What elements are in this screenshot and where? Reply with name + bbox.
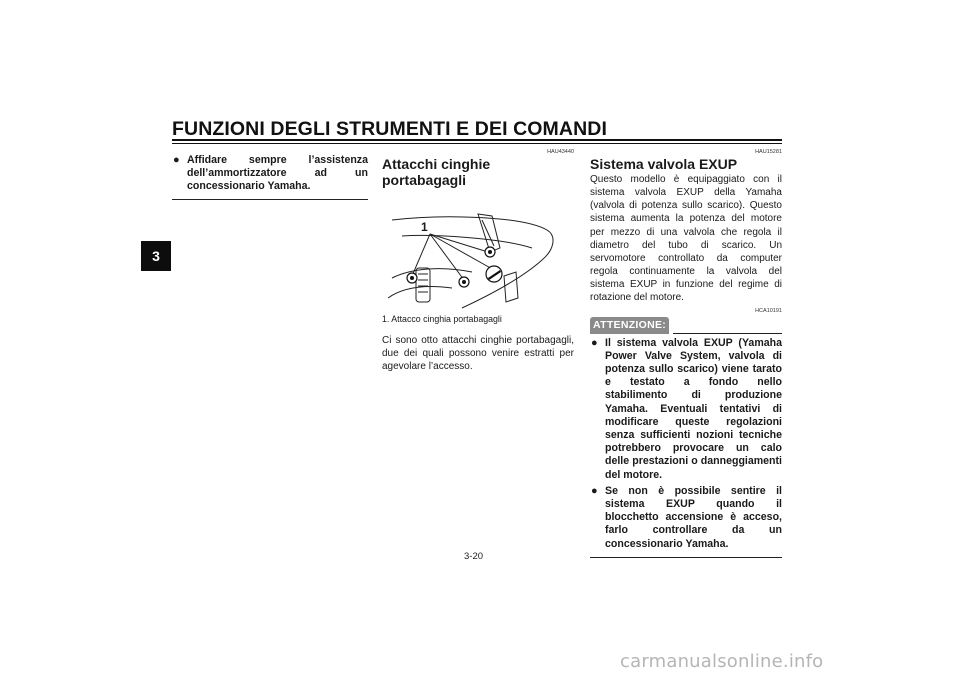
bullet-icon: ● xyxy=(591,484,598,497)
bullet-item xyxy=(172,154,368,194)
caution-header xyxy=(590,317,782,334)
caution-bullet xyxy=(590,337,782,482)
body-text: Questo modello è equipaggiato con il sistema valvola EXUP della Yamaha (valvola di potenza sullo scarico). Questo sistema aumenta la potenza del motore per mezzo di una valvola che regola il diametro del tubo di scarico. Un servomotore controllato da computer regola continuamente la valvola del sistema EXUP in funzione del regime di rotazione del motore. xyxy=(590,174,782,304)
bullet-text: Affidare sempre l’assistenza dell’ammortizzatore ad un concessionario Yamaha. xyxy=(187,154,368,193)
figure-caption: 1. Attacco cinghia portabagagli xyxy=(382,314,502,324)
motorcycle-seat-drawing xyxy=(382,208,560,312)
body-text: Ci sono otto attacchi cinghie portabagagli, due dei quali possono venire estratti per agevolare l’accesso. xyxy=(382,335,574,373)
chapter-tab: 3 xyxy=(141,241,171,271)
caution-code: HCA10191 xyxy=(755,307,782,314)
header-rule-thin xyxy=(172,143,782,144)
bullet-icon: ● xyxy=(173,154,180,166)
section-code: HAU43440 xyxy=(547,149,574,155)
caution-bullet-text: Il sistema valvola EXUP (Yamaha Power Valve System, valvola di potenza sullo scarico) viene tarato e testato a fondo nello stabilimento di produzione Yamaha. Eventuali tentativi di modificare queste regolazioni senza sufficienti nozioni tecniche potrebbero provocare un calo delle prestazioni o danneggiamenti del motore. xyxy=(605,336,782,481)
luggage-strap-holder-illustration xyxy=(382,208,560,312)
page-number: 3-20 xyxy=(464,551,484,562)
column-middle xyxy=(382,148,574,373)
caution-bullet-text: Se non è possibile sentire il sistema EXUP quando il blocchetto accensione è acceso, farlo controllare da un concessionario Yamaha. xyxy=(605,484,782,550)
section-rule xyxy=(590,557,782,558)
caution-bullet xyxy=(590,485,782,551)
caution-label: ATTENZIONE: xyxy=(590,317,669,334)
section-heading: Sistema valvola EXUP xyxy=(590,156,738,172)
caution-rule xyxy=(673,333,782,334)
bullet-icon: ● xyxy=(591,336,598,349)
column-right xyxy=(590,148,782,558)
header-rule-thick xyxy=(172,139,782,141)
column-left xyxy=(172,148,368,200)
figure-label: 1 xyxy=(421,220,428,234)
section-code: HAU15281 xyxy=(755,149,782,155)
page-title: FUNZIONI DEGLI STRUMENTI E DEI COMANDI xyxy=(172,118,607,140)
section-rule xyxy=(172,199,368,200)
caution-box xyxy=(590,317,782,558)
section-heading: Attacchi cinghie portabagagli xyxy=(382,156,491,188)
watermark: carmanualsonline.info xyxy=(620,651,824,672)
